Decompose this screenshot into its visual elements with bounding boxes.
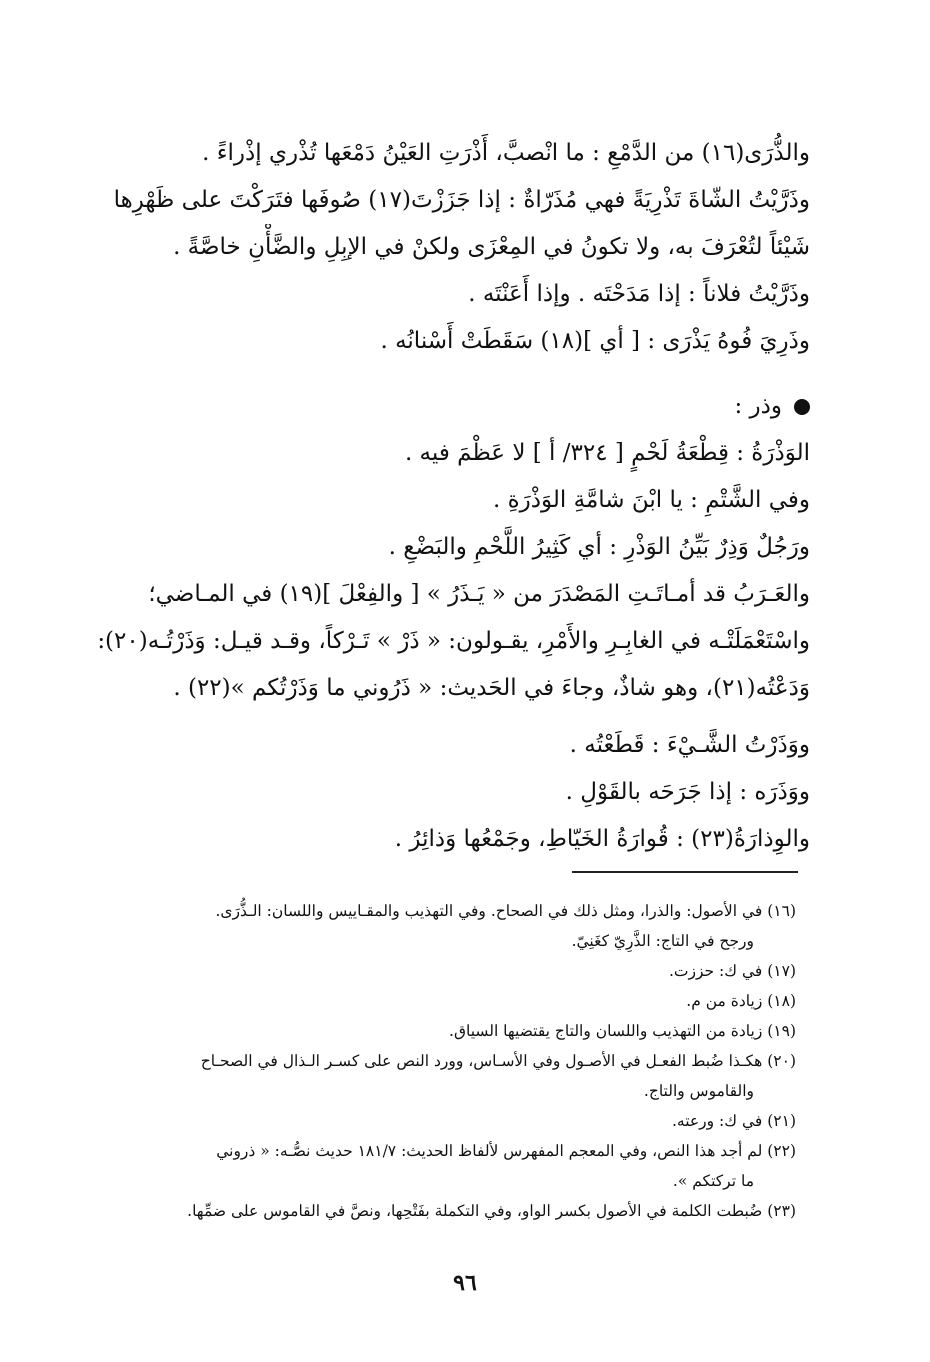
text-line: واسْتَعْمَلَتْـه في الغابِـرِ والأَمْرِ، يقـولون: « ذَرْ » تَـرْكاً، وقـد قيـل: وَذَرْتُـه(٢٠):: [97, 628, 810, 654]
text-line: والعَـرَبُ قد أمـاتَـتِ المَصْدَرَ من « يَـذَرُ » [ والفِعْلَ ](١٩) في المـاضي؛: [148, 581, 810, 607]
text-line: وَدَعْتُه(٢١)، وهو شاذٌ، وجاءَ في الحَديث: « ذَرُوني ما وَذَرْتُكم »(٢٢) .: [173, 675, 810, 701]
section-heading: [80, 383, 810, 430]
footnote-continuation: ما تركتكم ».: [672, 1172, 754, 1190]
bullet-icon: [794, 399, 810, 415]
footnote: (٢١) في ك: ورعته.: [671, 1112, 796, 1130]
text-line: والذُّرَى(١٦) من الدَّمْعِ : ما انْصبَّ، أَذْرَتِ العَيْنُ دَمْعَها تُذْري إذْراءً .: [202, 140, 810, 166]
paragraph-gap: [80, 712, 810, 722]
footnote: (٢٢) لم أجد هذا النص، وفي المعجم المفهرس لألفاظ الحديث: ١٨١/٧ حديث نصُّـه: « ذروني: [216, 1142, 796, 1160]
section-gap: [80, 365, 810, 383]
footnote-continuation: والقاموس والتاج.: [643, 1082, 754, 1100]
footnote: (١٨) زيادة من م.: [686, 992, 796, 1010]
text-line: الوَذْرَةُ : قِطْعَةُ لَحْمٍ [ ٣٢٤/ أ ] لا عَظْمَ فيه .: [404, 440, 810, 466]
footnote: (١٦) في الأصول: والذرا، ومثل ذلك في الصحاح. وفي التهذيب والمقـاييس واللسان: الـذُّرَى.: [215, 902, 796, 920]
main-text: [80, 130, 810, 863]
footnotes: [80, 896, 796, 1226]
text-line: ورَجُلٌ وَذِرٌ بَيِّنُ الوَذْرِ : أي كَثِيرُ اللَّحْمِ والبَضْعِ .: [388, 534, 810, 560]
section-heading-text: وذر :: [734, 393, 782, 419]
footnote-continuation: ورجح في التاج: الذَّرِيّ كغَنِيّ.: [571, 932, 754, 950]
text-line: ووَذَرَه : إذا جَرَحَه بالقَوْلِ .: [565, 779, 810, 805]
text-line: وذَرَّيْتُ الشّاةَ تَذْرِيَةً فهي مُذَرّاةٌ : إذا جَزَزْتَ(١٧) صُوفَها فتَرَكْتَ على ظَهْرِها: [113, 187, 810, 213]
text-line: والوِذارَةُ(٢٣) : قُوارَةُ الخَيّاطِ، وجَمْعُها وَذائِرُ .: [394, 826, 810, 852]
text-line: وذَرِيَ فُوهُ يَذْرَى : [ أي ](١٨) سَقَطَتْ أَسْنانُه .: [380, 328, 810, 354]
footnote: (٢٠) هكـذا ضُبط الفعـل في الأصـول وفي الأسـاس، وورد النص على كسـر الـذال في الصحـاح: [200, 1052, 796, 1070]
text-line: وفي الشَّتْمِ : يا ابْنَ شامَّةِ الوَذْرَةِ .: [493, 487, 810, 513]
page-number: ٩٦: [453, 1270, 477, 1296]
footnote: (٢٣) ضُبطت الكلمة في الأصول بكسر الواو، وفي التكملة بفَتْحِها، ونصَّ في القاموس على ضمِّها.: [187, 1202, 796, 1220]
text-line: شَيْئاً لتُعْرَفَ به، ولا تكونُ في المِعْزَى ولكنْ في الإبِلِ والضَّأْنِ خاصَّةً .: [173, 234, 810, 260]
footnote: (١٧) في ك: حززت.: [668, 962, 796, 980]
footnote-separator: [572, 871, 798, 873]
footnote: (١٩) زيادة من التهذيب واللسان والتاج يقتضيها السياق.: [449, 1022, 796, 1040]
text-line: وذَرَّيْتُ فلاناً : إذا مَدَحْتَه . وإذا أَعَنْتَه .: [468, 281, 810, 307]
text-line: ووَذَرْتُ الشَّـيْءَ : قَطَعْتُه .: [569, 732, 810, 758]
